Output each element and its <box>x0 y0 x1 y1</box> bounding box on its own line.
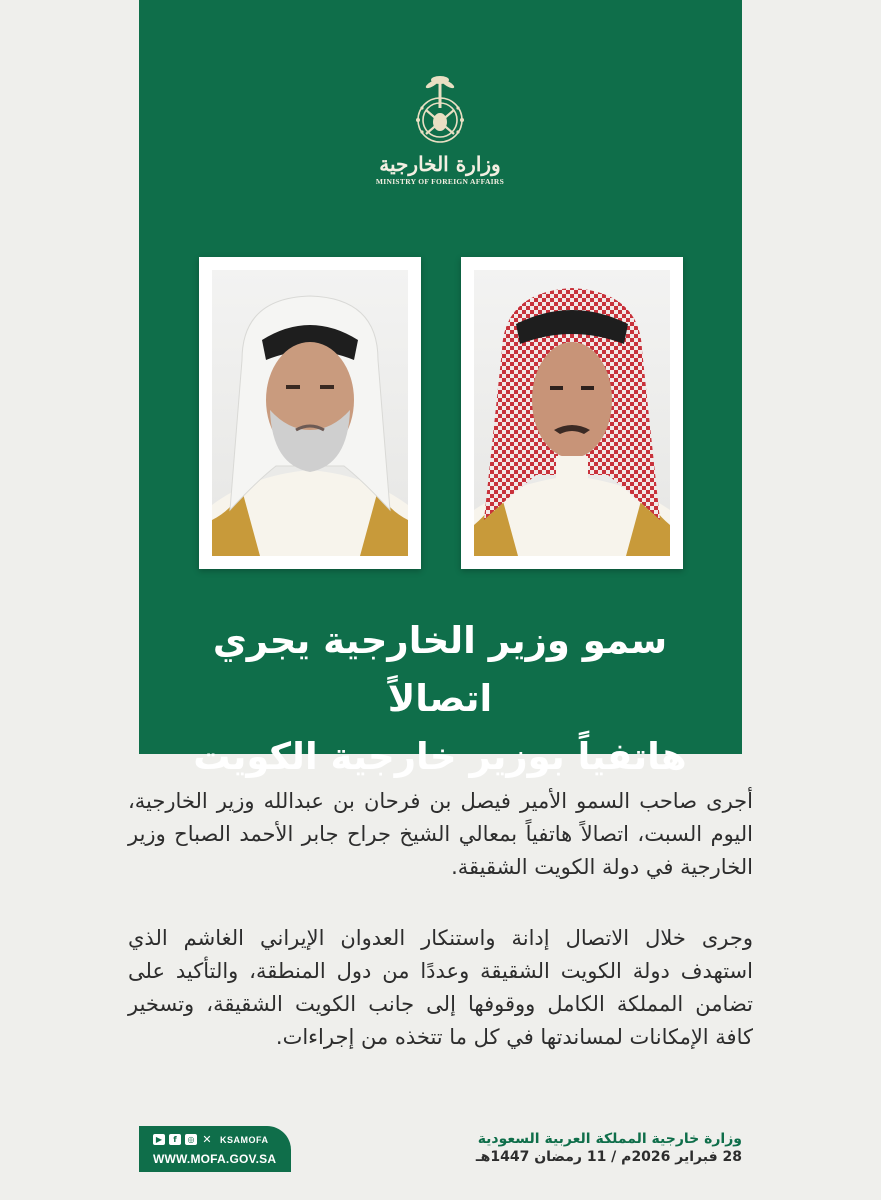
x-icon[interactable]: ✕ <box>202 1133 212 1146</box>
signature-date: 28 فبراير 2026م / 11 رمضان 1447هـ <box>475 1149 742 1165</box>
article-body <box>128 785 753 1092</box>
ministry-name-en: MINISTRY OF FOREIGN AFFAIRS <box>375 177 505 186</box>
paragraph-1: أجرى صاحب السمو الأمير فيصل بن فرحان بن عبدالله وزير الخارجية، اليوم السبت، اتصالاً هاتفياً بمعالي الشيخ جراح جابر الأحمد الصباح وزير الخارجية في دولة الكويت الشقيقة. <box>128 789 753 879</box>
ministry-name-ar: وزارة الخارجية <box>379 152 501 176</box>
emblem-icon <box>400 70 480 150</box>
headline <box>160 612 720 786</box>
footer-contact-tab <box>139 1126 291 1172</box>
youtube-icon[interactable]: ▶ <box>153 1134 165 1145</box>
website-link[interactable]: WWW.MOFA.GOV.SA <box>153 1152 277 1166</box>
headline-line-1: سمو وزير الخارجية يجري اتصالاً <box>212 619 668 720</box>
instagram-icon[interactable]: ◎ <box>185 1134 197 1145</box>
signature-block <box>440 1131 742 1165</box>
headline-line-2: هاتفياً بوزير خارجية الكويت <box>193 735 687 778</box>
social-handle[interactable]: KSAMOFA <box>220 1134 269 1145</box>
ministry-logo <box>365 70 515 195</box>
portrait-saudi-image <box>474 270 670 556</box>
facebook-icon[interactable]: f <box>169 1134 181 1145</box>
signature-ministry: وزارة خارجية المملكة العربية السعودية <box>477 1131 742 1147</box>
portrait-saudi-minister <box>461 257 683 569</box>
portrait-kuwait-image <box>212 270 408 556</box>
portrait-kuwait-minister <box>199 257 421 569</box>
social-links <box>153 1134 269 1145</box>
paragraph-2: وجرى خلال الاتصال إدانة واستنكار العدوان الإيراني الغاشم الذي استهدف دولة الكويت الشقيقة وعددًا من دول المنطقة، والتأكيد على تضامن المملكة الكامل ووقوفها إلى جانب الكويت الشقيقة، وتسخير كافة الإمكانات لمساندتها في كل ما تتخذه من إجراءات. <box>128 926 753 1049</box>
